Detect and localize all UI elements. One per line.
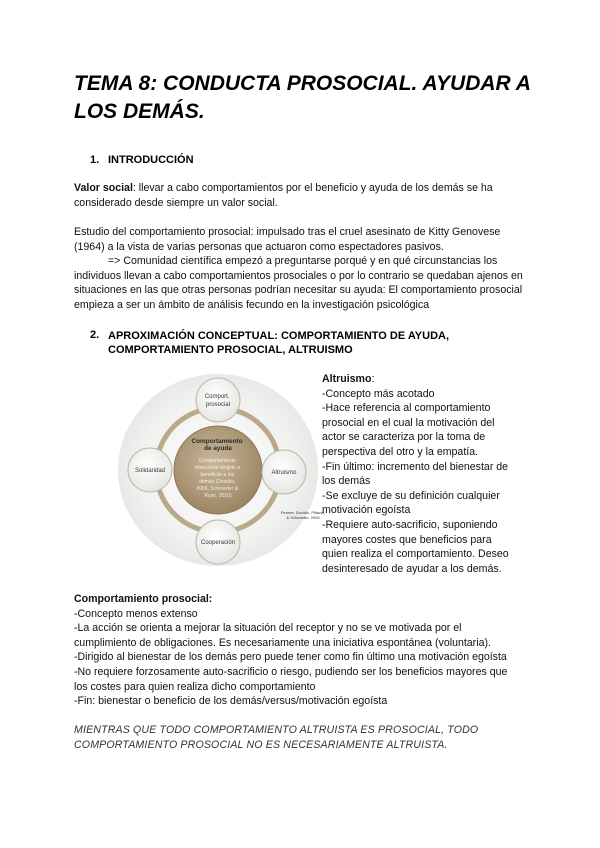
comunidad-paragraph: => Comunidad científica empezó a preguntarse porqué y en qué circunstancias los individuos llevan a cabo comportamientos prosociales o por lo contrario se quedaban ajenos en situaciones en las que otras personas podrían necesitar su ayuda: El comportamiento prosocial empieza a ser un ámbito de análisis fecundo en la investigación psicológica	[74, 255, 523, 311]
center-line-5: 2006, Schroeder &	[196, 486, 239, 492]
page-title: TEMA 8: CONDUCTA PROSOCIAL. AYUDAR A LOS DEMÁS.	[74, 72, 531, 123]
section-2-heading	[108, 329, 449, 357]
concept-diagram	[118, 370, 318, 570]
section-1-number: 1.	[90, 154, 100, 166]
altruismo-line: prosocial en el cual la motivación del	[322, 416, 495, 429]
altruismo-line: perspectiva del otro y la empatía.	[322, 445, 479, 458]
altruismo-line: -Fin último: incremento del bienestar de	[322, 460, 509, 473]
section-2-number: 2.	[90, 329, 100, 341]
section-1-heading: INTRODUCCIÓN	[108, 154, 194, 166]
prosocial-label: Comportamiento prosocial:	[74, 593, 213, 605]
altruismo-line: los demás	[322, 475, 371, 488]
altruismo-line: motivación egoísta	[322, 504, 411, 517]
diagram-credit: Penner, Dovidio, Piliavin, & Schroeder, 2005	[280, 510, 326, 520]
section-2-heading-line2: COMPORTAMIENTO PROSOCIAL, ALTRUISMO	[108, 344, 353, 356]
altruismo-line: -Hace referencia al comportamiento	[322, 402, 491, 415]
valor-social-label: Valor social	[74, 182, 133, 194]
valor-social-text: : llevar a cabo comportamientos por el beneficio y ayuda de los demás se ha considerado desde siempre un valor social.	[74, 182, 493, 209]
prosocial-line: -Concepto menos extenso	[74, 607, 198, 620]
prosocial-line: -No requiere forzosamente auto-sacrificio o riesgo, pudiendo ser los beneficios mayores que	[74, 665, 508, 678]
prosocial-line: -Fin: bienestar o beneficio de los demás/versus/motivación egoísta	[74, 695, 388, 708]
conclusion	[74, 723, 534, 753]
prosocial-block	[74, 592, 534, 709]
altruismo-heading	[322, 372, 532, 387]
altruismo-line: desinteresado de ayudar a los demás.	[322, 562, 502, 575]
altruismo-line: -Se excluye de su definición cualquier	[322, 489, 500, 502]
center-line-3: beneficiar a los	[200, 472, 235, 478]
valor-social-paragraph	[74, 181, 514, 210]
conclusion-line1: MIENTRAS QUE TODO COMPORTAMIENTO ALTRUISTA ES PROSOCIAL, TODO	[74, 724, 479, 736]
prosocial-line: los costes para quien realiza dicho comportamiento	[74, 680, 316, 693]
estudio-paragraph: Estudio del comportamiento prosocial: impulsado tras el cruel asesinato de Kitty Genovese (1964) a la vista de varias personas que actuaron como espectadores pasivos.	[74, 226, 501, 253]
top-node-line-1: Comport.	[204, 394, 230, 400]
section-2-heading-line1: APROXIMACIÓN CONCEPTUAL: COMPORTAMIENTO DE AYUDA,	[108, 330, 450, 342]
center-line-6: Ryan, 2010)	[204, 493, 232, 499]
top-node	[196, 378, 240, 422]
right-node-label: Altruismo	[271, 470, 297, 476]
altruismo-line: -Requiere auto-sacrificio, suponiendo	[322, 518, 498, 531]
center-line-1: Comportamiento	[198, 458, 236, 464]
conclusion-line2: COMPORTAMIENTO PROSOCIAL NO ES NECESARIAMENTE ALTRUISTA.	[74, 739, 448, 751]
altruismo-line: quien realiza el comportamiento. Deseo	[322, 548, 509, 561]
center-line-2: intencional dirigido a	[194, 465, 241, 471]
altruismo-line: -Concepto más acotado	[322, 387, 435, 400]
left-node-label: Solidaridad	[134, 468, 166, 474]
top-node-line-2: prosocial	[205, 402, 231, 408]
center-line-4: demás (Dovidio,	[199, 479, 236, 485]
altruismo-label: Altruismo	[322, 373, 372, 385]
altruismo-line: mayores costes que beneficios para	[322, 533, 492, 546]
altruismo-colon: :	[371, 373, 375, 385]
center-node-title: Comportamiento de ayuda	[191, 438, 243, 452]
bottom-node-label: Cooperación	[200, 540, 236, 546]
prosocial-line: -La acción se orienta a mejorar la situación del receptor y no se ve motivada por el	[74, 622, 462, 635]
altruismo-block	[322, 372, 532, 576]
prosocial-line: -Dirigido al bienestar de los demás pero puede tener como fin último una motivación egoísta	[74, 651, 507, 664]
prosocial-line: cumplimiento de obligaciones. Es necesariamente una iniciativa espontánea (voluntaria).	[74, 636, 491, 649]
altruismo-line: actor se caracteriza por la toma de	[322, 431, 486, 444]
